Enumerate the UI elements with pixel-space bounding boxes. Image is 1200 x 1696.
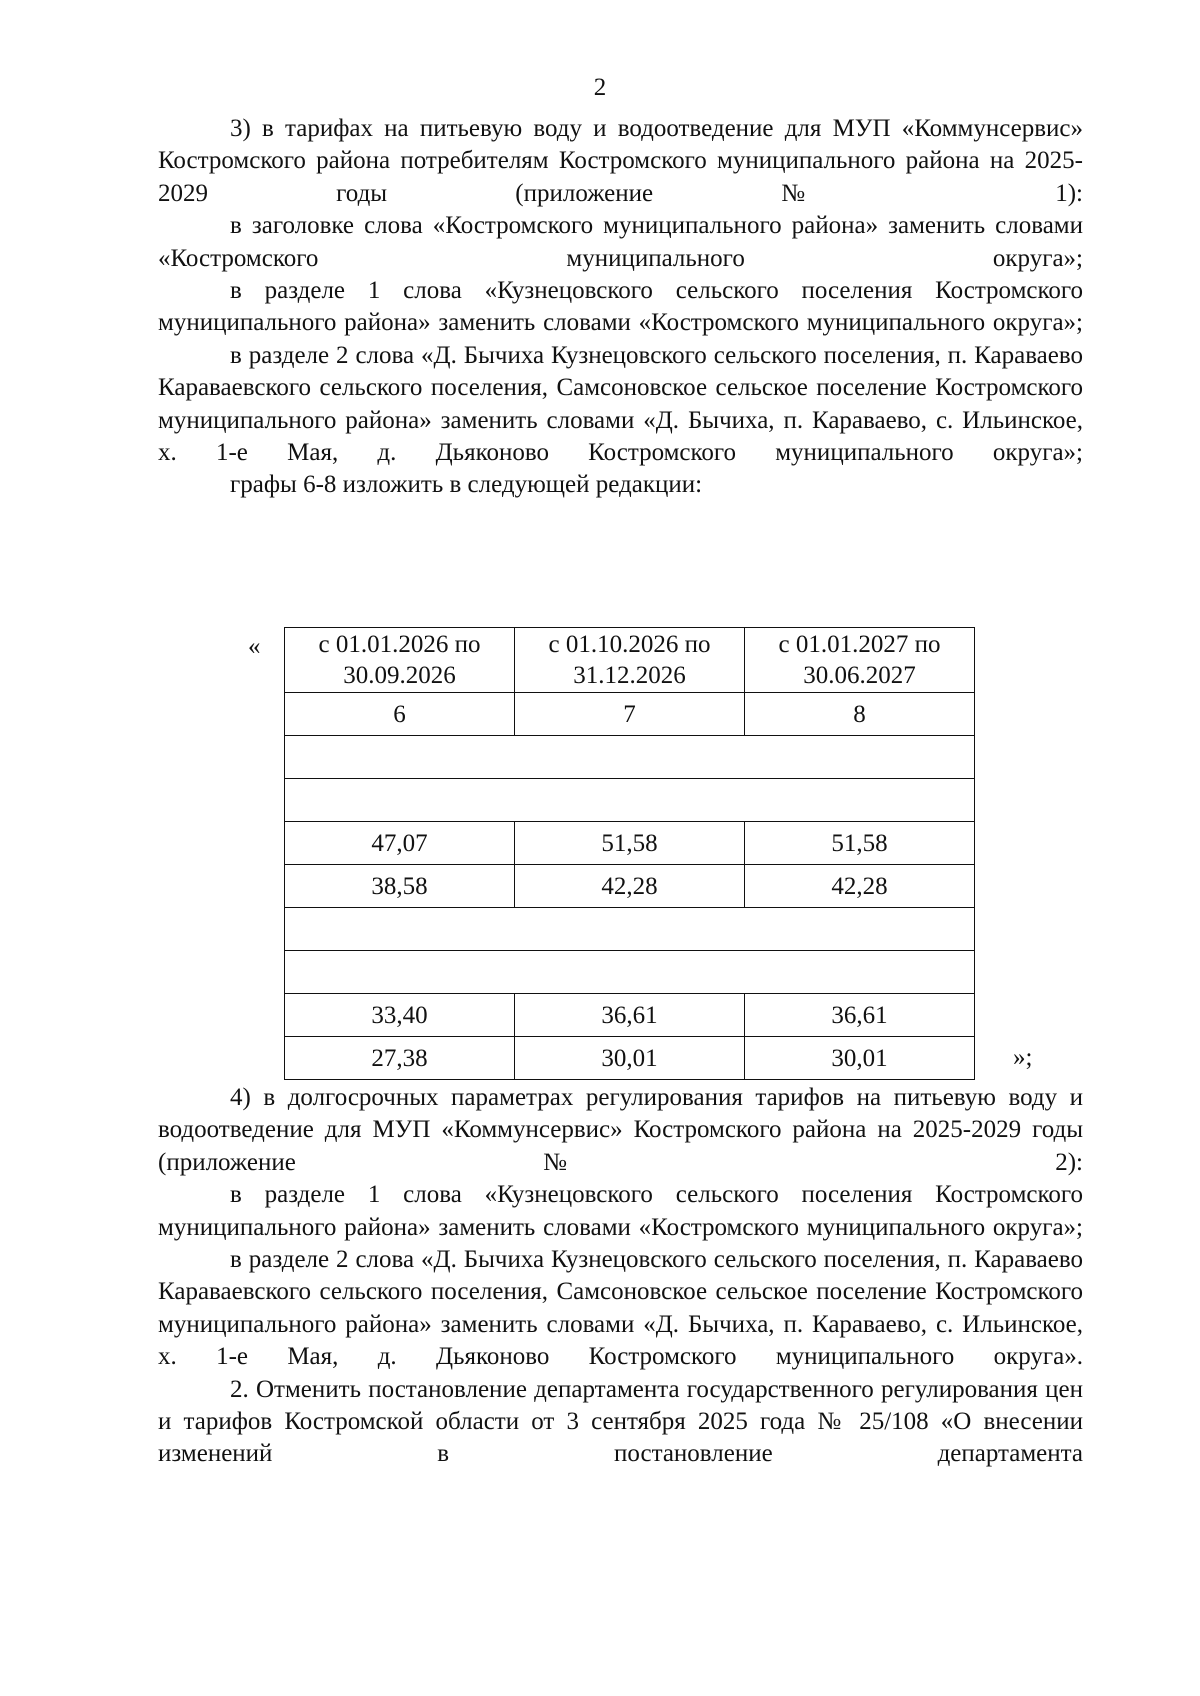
column-number-cell: 6 (285, 693, 515, 736)
table-row (285, 865, 975, 908)
value-cell: 36,61 (515, 994, 745, 1037)
paragraph-columns-intro: графы 6-8 изложить в следующей редакции: (230, 471, 703, 499)
closing-quote: »; (1013, 1044, 1033, 1071)
table-row-empty (285, 908, 975, 951)
empty-cell (285, 736, 975, 779)
amendment-block-4 (158, 1082, 1083, 1471)
value-cell: 51,58 (745, 822, 975, 865)
empty-cell (285, 951, 975, 994)
page-number: 2 (593, 74, 607, 101)
header-cell: с 01.01.2026 по 30.09.2026 (285, 628, 515, 693)
paragraph-item-2-cancel: 2. Отменить постановление департамента государственного регулирования цен и тарифов Костромской области от 3 сентября 2025 года № 25/108 «О внесении изменений в постановление департамента (158, 1375, 1083, 1468)
value-cell: 38,58 (285, 865, 515, 908)
tariff-table-area (158, 627, 1083, 1077)
value-cell: 36,61 (745, 994, 975, 1037)
tariff-table (284, 627, 975, 1080)
table-row-empty (285, 779, 975, 822)
table-row-empty (285, 736, 975, 779)
column-number-row (285, 693, 975, 736)
paragraph-section-1-change: в разделе 1 слова «Кузнецовского сельского поселения Костромского муниципального района» заменить словами «Костромского муниципального округа»; (158, 277, 1083, 337)
value-cell: 27,38 (285, 1037, 515, 1080)
value-cell: 30,01 (745, 1037, 975, 1080)
empty-cell (285, 908, 975, 951)
value-cell: 51,58 (515, 822, 745, 865)
column-number-cell: 8 (745, 693, 975, 736)
value-cell: 47,07 (285, 822, 515, 865)
paragraph-item-4: 4) в долгосрочных параметрах регулирования тарифов на питьевую воду и водоотведение для МУП «Коммунсервис» Костромского района на 2025-2029 годы (приложение № 2): (158, 1084, 1083, 1176)
table-row (285, 1037, 975, 1080)
paragraph-title-change: в заголовке слова «Костромского муниципального района» заменить словами «Костромского муниципального округа»; (158, 212, 1083, 272)
opening-quote: « (248, 633, 261, 660)
column-number-cell: 7 (515, 693, 745, 736)
value-cell: 42,28 (515, 865, 745, 908)
paragraph-section-2-change: в разделе 2 слова «Д. Бычиха Кузнецовского сельского поселения, п. Караваево Караваевского сельского поселения, Самсоновское сельское поселение Костромского муниципального района» заменить словами «Д. Бычиха, п. Караваево, с. Ильинское, х. 1-е Мая, д. Дьяконово Костромского муниципального округа»; (158, 341, 1083, 467)
table-row (285, 994, 975, 1037)
empty-cell (285, 779, 975, 822)
value-cell: 33,40 (285, 994, 515, 1037)
paragraph-section-1-change: в разделе 1 слова «Кузнецовского сельского поселения Костромского муниципального района» заменить словами «Костромского муниципального округа»; (158, 1181, 1083, 1241)
paragraph-section-2-change: в разделе 2 слова «Д. Бычиха Кузнецовского сельского поселения, п. Караваево Караваевского сельского поселения, Самсоновское сельское поселение Костромского муниципального района» заменить словами «Д. Бычиха, п. Караваево, с. Ильинское, х. 1-е Мая, д. Дьяконово Костромского муниципального округа». (158, 1246, 1083, 1371)
header-cell: с 01.10.2026 по 31.12.2026 (515, 628, 745, 693)
value-cell: 30,01 (515, 1037, 745, 1080)
table-row-empty (285, 951, 975, 994)
amendment-block-3 (158, 113, 1083, 502)
table-header-row (285, 628, 975, 693)
paragraph-item-3: 3) в тарифах на питьевую воду и водоотведение для МУП «Коммунсервис» Костромского района потребителям Костромского муниципального района на 2025-2029 годы (приложение № 1): (158, 115, 1083, 207)
header-cell: с 01.01.2027 по 30.06.2027 (745, 628, 975, 693)
value-cell: 42,28 (745, 865, 975, 908)
table-row (285, 822, 975, 865)
